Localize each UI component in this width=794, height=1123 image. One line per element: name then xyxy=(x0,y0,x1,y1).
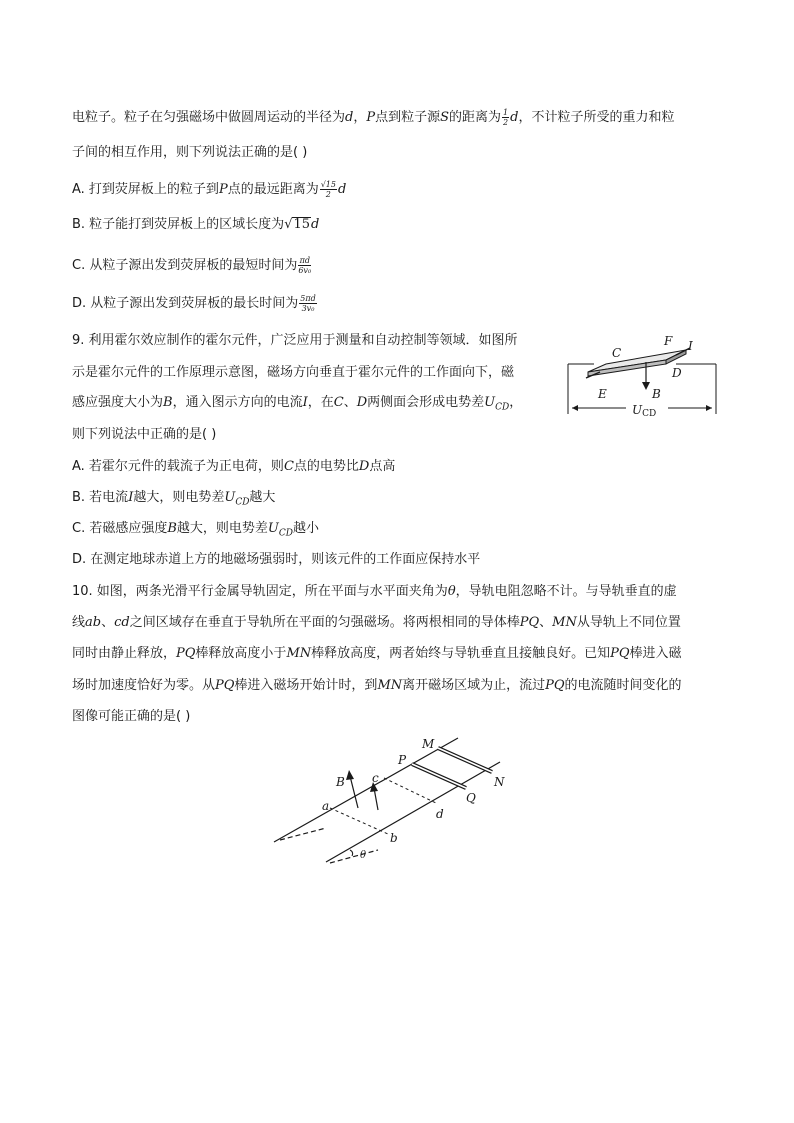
option-text: 点的电势比 xyxy=(293,459,359,474)
option-text: 越大 xyxy=(249,490,276,505)
ucd-arrow-right xyxy=(706,405,712,411)
ucd-arrow-left xyxy=(572,405,578,411)
option-text: 点高 xyxy=(369,459,396,474)
var-P: P xyxy=(218,182,228,197)
frac-denominator: 3v₀ xyxy=(301,304,315,313)
q8-var-d: d xyxy=(345,110,354,125)
q10-text: 棒进入磁场开始计时，到 xyxy=(234,678,378,693)
rail-upper xyxy=(274,738,458,842)
angle-theta-arc xyxy=(350,850,353,856)
label-ucd-sub: CD xyxy=(642,409,657,419)
subscript-CD: CD xyxy=(235,497,250,508)
frac-numerator: 1 xyxy=(503,108,509,117)
q10-text: 10. 如图，两条光滑平行金属导轨固定，所在平面与水平面夹角为 xyxy=(72,584,448,599)
horizontal-ref-upper xyxy=(280,828,326,840)
label-i: I xyxy=(688,339,693,353)
label-f: F xyxy=(664,334,673,348)
q8-var-P: P xyxy=(366,110,376,125)
q8-option-a[interactable] xyxy=(72,180,346,199)
q10-stem-line-3 xyxy=(72,645,682,663)
label-theta: θ xyxy=(360,850,367,861)
q10-stem-line-5: 图像可能正确的是( ) xyxy=(72,709,191,724)
var-pq: PQ xyxy=(176,646,196,661)
frac-numerator: √15 xyxy=(320,180,336,189)
q8-text: 的距离为 xyxy=(449,110,502,125)
option-text: A. 打到荧屏板上的粒子到 xyxy=(72,182,219,197)
q10-stem-line-4 xyxy=(72,677,682,695)
horizontal-ref-lower xyxy=(330,850,378,863)
frac-denominator: 6v₀ xyxy=(298,266,312,275)
q10-text: 离开磁场区域为止，流过 xyxy=(402,678,546,693)
frac-numerator: πd xyxy=(299,256,310,265)
q8-text: 电粒子。粒子在匀强磁场中做圆周运动的半径为 xyxy=(72,110,346,125)
q9-option-b[interactable] xyxy=(72,489,275,512)
hall-element-figure xyxy=(566,330,720,426)
var-U: U xyxy=(484,395,496,410)
q9-text: ，通入图示方向的电流 xyxy=(172,395,303,410)
q8-option-b[interactable] xyxy=(72,216,319,234)
label-b: B xyxy=(336,775,345,789)
frac-denominator: 2 xyxy=(503,118,509,127)
label-e: E xyxy=(598,387,607,401)
var-theta: θ xyxy=(447,584,456,599)
var-mn: MN xyxy=(377,678,403,693)
q10-text: 场时加速度恰好为零。从 xyxy=(72,678,216,693)
var-cd: cd xyxy=(114,615,130,630)
sqrt-radicand: 15 xyxy=(293,217,311,232)
q8-option-d[interactable] xyxy=(72,294,318,313)
q8-var-S: S xyxy=(440,110,450,125)
fraction xyxy=(320,180,337,199)
q8-var-d: d xyxy=(510,110,519,125)
inclined-rails-figure xyxy=(266,730,516,876)
var-C: C xyxy=(283,459,294,474)
q8-text: ，不计粒子所受的重力和粒 xyxy=(518,110,675,125)
q9-text: ，在 xyxy=(307,395,334,410)
q10-text: ，导轨电阻忽略不计。与导轨垂直的虚 xyxy=(455,584,677,599)
rod-mn-inner xyxy=(438,748,492,772)
option-text: C. 若磁感应强度 xyxy=(72,521,168,536)
boundary-cd xyxy=(384,778,438,804)
q9-text: ， xyxy=(509,395,523,410)
option-text: C. 从粒子源出发到荧屏板的最短时间为 xyxy=(72,258,298,273)
label-n: N xyxy=(494,775,505,789)
option-text: A. 若霍尔元件的载流子为正电荷，则 xyxy=(72,459,284,474)
label-c: c xyxy=(372,771,379,785)
var-mn: MN xyxy=(286,646,312,661)
fraction xyxy=(299,294,316,313)
option-text: B. 粒子能打到荧屏板上的区域长度为 xyxy=(72,217,285,232)
label-b-point: b xyxy=(390,831,398,845)
label-u: U xyxy=(632,403,643,417)
fraction xyxy=(298,256,311,275)
var-ab: ab xyxy=(85,615,102,630)
rod-pq-inner xyxy=(412,764,466,788)
var-I: I xyxy=(302,395,308,410)
q10-stem-line-2 xyxy=(72,614,681,632)
q9-text: 两侧面会形成电势差 xyxy=(367,395,485,410)
label-c: C xyxy=(612,346,622,360)
q10-stem-line-1 xyxy=(72,583,677,601)
var-d: d xyxy=(337,182,347,197)
var-D: D xyxy=(356,395,368,410)
q8-option-c[interactable] xyxy=(72,256,312,275)
q8-fraction-half xyxy=(502,108,509,127)
q8-stem-line-1 xyxy=(72,108,674,127)
var-C: C xyxy=(333,395,344,410)
q9-option-c[interactable] xyxy=(72,520,319,543)
q9-stem-line-2: 示是霍尔元件的工作原理示意图，磁场方向垂直于霍尔元件的工作面向下，磁 xyxy=(72,365,515,380)
var-B: B xyxy=(163,395,173,410)
q10-text: 之间区域存在垂直于导轨所在平面的匀强磁场。将两根相同的导体棒 xyxy=(129,615,520,630)
q8-text: 点到粒子源 xyxy=(375,110,441,125)
var-d: d xyxy=(311,217,320,232)
var-D: D xyxy=(358,459,370,474)
option-text: 越大，则电势差 xyxy=(176,521,268,536)
label-m: M xyxy=(422,737,435,751)
q8-stem-line-2: 子间的相互作用，则下列说法正确的是( ) xyxy=(72,145,308,160)
boundary-ab xyxy=(330,808,388,834)
q10-text: 从导轨上不同位置 xyxy=(576,615,681,630)
label-q: Q xyxy=(466,791,476,805)
sqrt-sign: √ xyxy=(284,217,293,232)
var-pq: PQ xyxy=(545,678,565,693)
q9-stem-line-1: 9. 利用霍尔效应制作的霍尔元件，广泛应用于测量和自动控制等领域．如图所 xyxy=(72,333,518,348)
var-mn: MN xyxy=(552,615,577,630)
q10-text: 棒释放高度小于 xyxy=(195,646,287,661)
label-b: B xyxy=(652,387,661,401)
q9-option-a[interactable] xyxy=(72,458,395,476)
var-B: B xyxy=(167,521,177,536)
var-I: I xyxy=(128,490,134,505)
q10-text: 、 xyxy=(101,615,115,630)
q9-text: 感应强度大小为 xyxy=(72,395,164,410)
option-text: B. 若电流 xyxy=(72,490,129,505)
option-text: 越小 xyxy=(293,521,320,536)
var-pq: PQ xyxy=(215,678,235,693)
var-U: U xyxy=(224,490,236,505)
label-d: D xyxy=(672,366,682,380)
q10-text: 、 xyxy=(539,615,553,630)
var-pq: PQ xyxy=(610,646,630,661)
var-U: U xyxy=(267,521,279,536)
b-field-arrowhead xyxy=(642,382,650,390)
subscript-CD: CD xyxy=(278,528,293,539)
option-text: 越大，则电势差 xyxy=(133,490,225,505)
q10-text: 棒进入磁 xyxy=(629,646,682,661)
q9-stem-line-4: 则下列说法中正确的是( ) xyxy=(72,427,217,442)
q8-text: ， xyxy=(353,110,367,125)
option-text: 点的最远距离为 xyxy=(227,182,319,197)
q9-stem-line-3 xyxy=(72,394,522,417)
q10-text: 棒释放高度，两者始终与导轨垂直且接触良好。已知 xyxy=(311,646,611,661)
q10-text: 的电流随时间变化的 xyxy=(564,678,682,693)
q9-text: 、 xyxy=(343,395,357,410)
label-p: P xyxy=(398,753,407,767)
option-text: D. 从粒子源出发到荧屏板的最长时间为 xyxy=(72,296,299,311)
q10-text: 线 xyxy=(72,615,86,630)
label-a: a xyxy=(322,799,330,813)
b-arrow-left-line xyxy=(350,776,358,808)
b-arrow-left-head xyxy=(346,770,354,780)
frac-denominator: 2 xyxy=(325,190,331,199)
frac-numerator: 5πd xyxy=(300,294,316,303)
var-pq: PQ xyxy=(519,615,540,630)
q10-text: 同时由静止释放， xyxy=(72,646,177,661)
label-d: d xyxy=(436,807,444,821)
subscript-CD: CD xyxy=(495,402,510,413)
q9-option-d[interactable]: D. 在测定地球赤道上方的地磁场强弱时，则该元件的工作面应保持水平 xyxy=(72,552,481,567)
